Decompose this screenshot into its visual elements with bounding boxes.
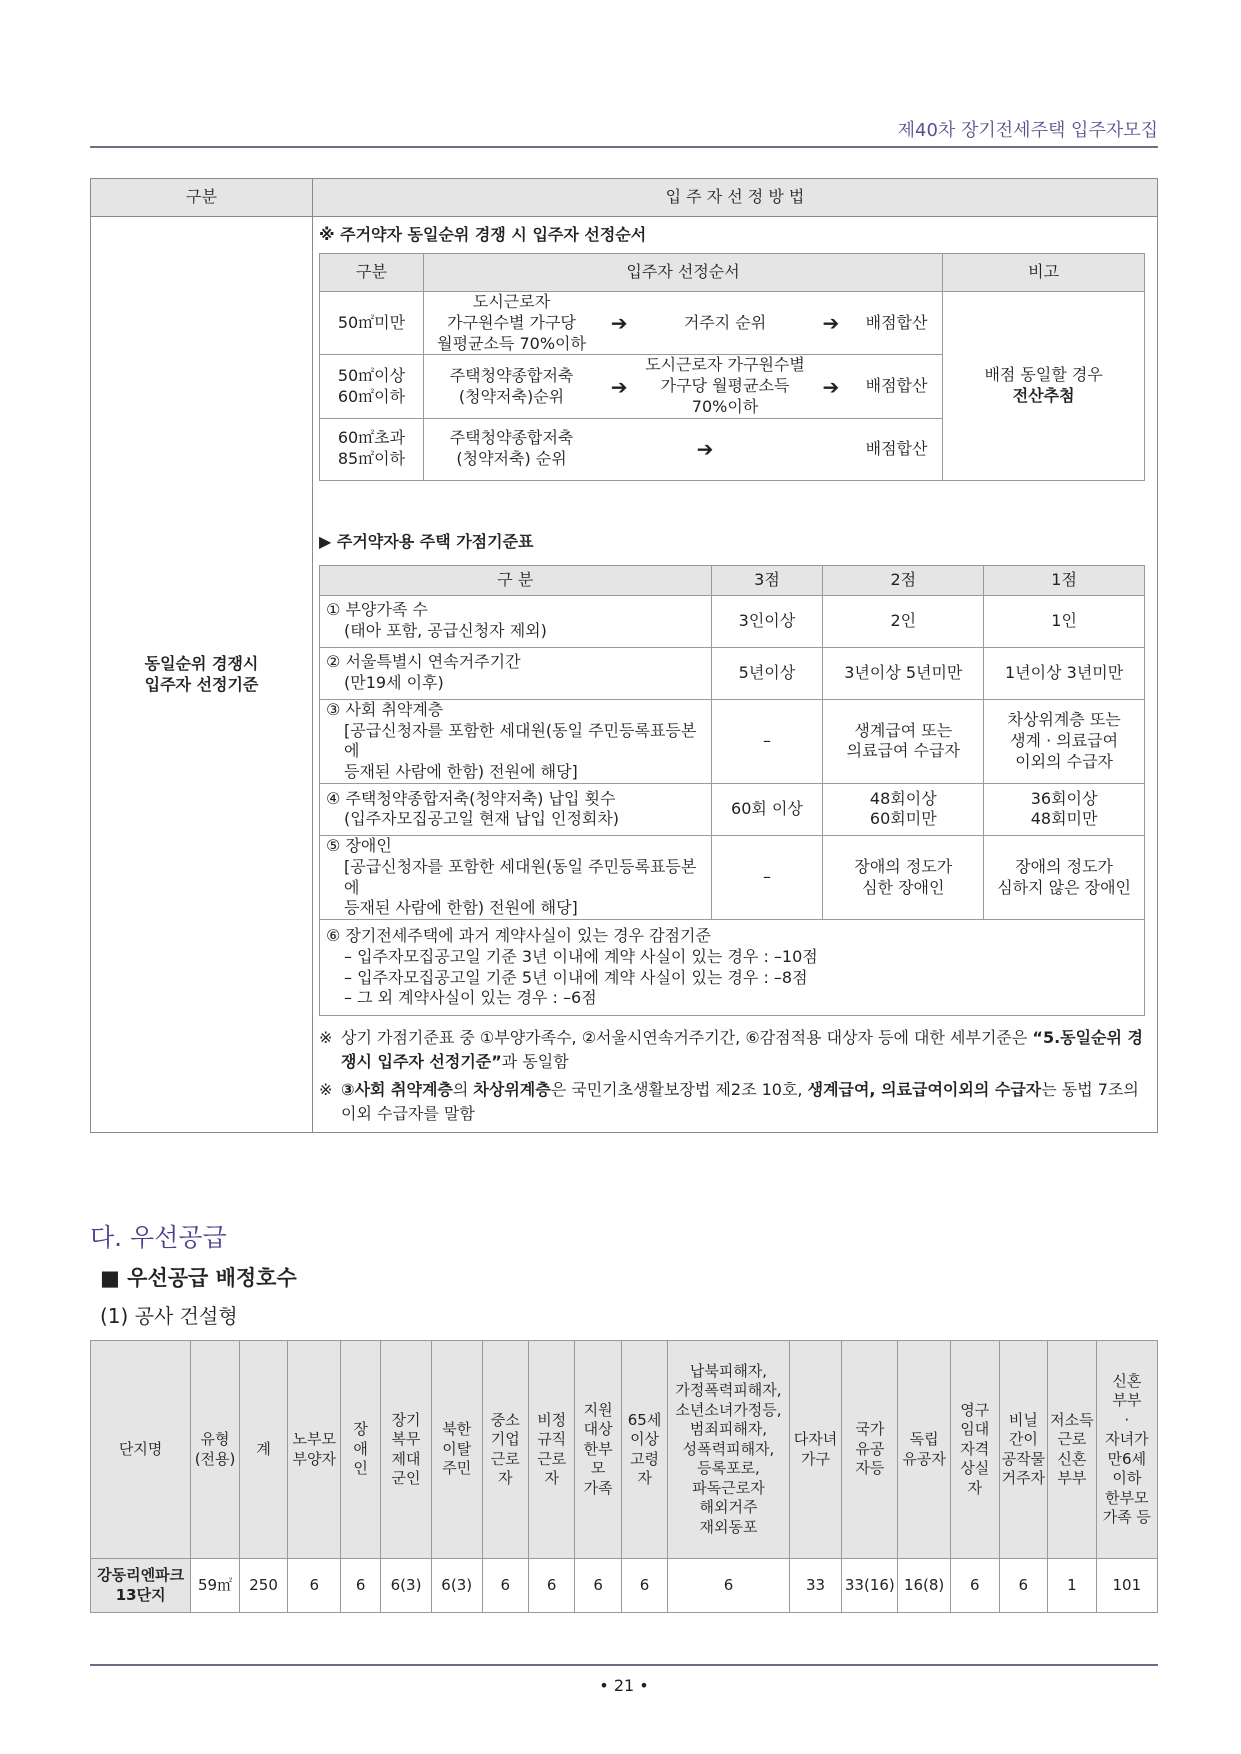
- header-line: 재외동포: [699, 1517, 758, 1536]
- supply-value-cell: 101: [1096, 1559, 1157, 1613]
- score-1: 1인: [984, 595, 1145, 647]
- header-line: 만6세: [1107, 1449, 1147, 1468]
- header-line: 다자녀: [793, 1430, 838, 1448]
- supply-value-cell: 6: [621, 1559, 667, 1613]
- page-footer: [90, 1664, 1158, 1695]
- order-step1: [423, 292, 599, 355]
- note-span: 의: [452, 1080, 474, 1100]
- order-step1: [423, 355, 599, 418]
- arrow-icon: ➔: [811, 355, 851, 418]
- header-line: 군인: [391, 1469, 421, 1487]
- header-line: 부양자: [292, 1449, 336, 1468]
- header-line: 근로: [537, 1449, 567, 1468]
- supply-value-cell: 33: [789, 1559, 842, 1613]
- header-line: 유공: [855, 1439, 885, 1458]
- score-line: 48회이상: [869, 788, 937, 808]
- note-span: 상기 가점기준표 중 ①부양가족수, ②서울시연속거주기간, ⑥감점적용 대상자 등에 대한 세부기준은: [341, 1028, 1033, 1048]
- note-text: [341, 1026, 1151, 1074]
- supply-header-cell: [1096, 1341, 1157, 1559]
- order-step3: 배점합산: [851, 418, 943, 480]
- note-span: 은 국민기초생활보장법 제2조 10호,: [550, 1080, 808, 1100]
- step-line: 월평균소득 70%이하: [437, 333, 586, 353]
- header-line: 단지명: [118, 1439, 163, 1458]
- supply-value-cell: 6: [951, 1559, 1000, 1613]
- header-line: 신혼: [1112, 1371, 1142, 1390]
- supply-header-cell: [898, 1341, 951, 1559]
- supply-value-cell: 6: [528, 1559, 574, 1613]
- step-line: 가구당 월평균소득: [660, 376, 790, 396]
- criterion-line: 등재된 사람에 한함) 전원에 해당]: [344, 898, 578, 918]
- score-3: –: [711, 699, 823, 783]
- score-row: [320, 647, 1145, 699]
- supply-header-cell: [239, 1341, 288, 1559]
- header-line: 해외거주: [699, 1498, 758, 1517]
- header-line: 영구: [960, 1400, 990, 1419]
- section-subsubtitle: (1) 공사 건설형: [100, 1304, 238, 1328]
- header-line: 범죄피해자,: [689, 1420, 768, 1439]
- score-2: 3년이상 5년미만: [823, 647, 984, 699]
- deduction-criteria: [320, 920, 1145, 1016]
- header-line: (전용): [194, 1449, 236, 1468]
- header-line: 가구: [801, 1449, 831, 1468]
- score-header-2: 2점: [823, 565, 984, 595]
- supply-value-cell: 6: [482, 1559, 528, 1613]
- criterion-line: 등재된 사람에 한함) 전원에 해당]: [344, 762, 578, 782]
- supply-header-cell: [341, 1341, 381, 1559]
- header-line: 납북피해자,: [689, 1361, 768, 1380]
- header-line: 자: [967, 1478, 983, 1497]
- supply-header-cell: [668, 1341, 789, 1559]
- notes: [319, 1026, 1151, 1126]
- header-line: 기업: [490, 1430, 520, 1448]
- deduction-title: ⑥ 장기전세주택에 과거 계약사실이 있는 경우 감점기준: [326, 926, 711, 946]
- supply-header-cell: [91, 1341, 191, 1559]
- header-line: 임대: [960, 1420, 990, 1439]
- supply-value-cell: 16(8): [898, 1559, 951, 1613]
- complex-name-line: 강동리엔파크: [97, 1566, 185, 1584]
- criterion-line: [공급신청자를 포함한 세대원(동일 주민등록표등본에: [344, 720, 697, 761]
- supply-value-cell: 59㎡: [191, 1559, 240, 1613]
- header-line: 한부: [583, 1439, 613, 1458]
- header-line: 대상: [583, 1420, 613, 1439]
- score-row: [320, 699, 1145, 783]
- score-3: 60회 이상: [711, 783, 823, 835]
- supply-value-cell: 6: [341, 1559, 381, 1613]
- order-header-sequence: 입주자 선정순서: [423, 254, 942, 292]
- supply-value-cell: 33(16): [842, 1559, 898, 1613]
- header-line: 지원: [583, 1400, 613, 1419]
- selection-criteria-table: [90, 178, 1158, 1133]
- note-bold: “5.동일순위 경쟁시 입주자 선정기준”: [341, 1028, 1143, 1072]
- supply-header-cell: [575, 1341, 621, 1559]
- order-row: [320, 292, 1145, 355]
- supply-header-cell: [482, 1341, 528, 1559]
- deduction-line: – 입주자모집공고일 기준 5년 이내에 계약 사실이 있는 경우 : –8점: [344, 967, 808, 987]
- score-header-3: 3점: [711, 565, 823, 595]
- header-line: 성폭력피해자,: [682, 1439, 775, 1458]
- header-line: 이탈: [442, 1439, 472, 1458]
- order-step2: [639, 355, 811, 418]
- header-line: 등록포로,: [697, 1459, 760, 1478]
- step-line: 70%이하: [691, 396, 759, 416]
- supply-data-row: [91, 1559, 1158, 1613]
- order-step2: 거주지 순위: [639, 292, 811, 355]
- header-line: 비닐: [1008, 1410, 1038, 1429]
- note-bold: 차상위계층: [473, 1080, 551, 1100]
- supply-value-cell: 1: [1048, 1559, 1097, 1613]
- header-line: 가족 등: [1102, 1508, 1151, 1526]
- header-line: 유형: [200, 1430, 230, 1448]
- score-table: [319, 565, 1145, 1016]
- area-line: 60㎡초과: [337, 428, 406, 448]
- row-label-line2: 입주자 선정기준: [144, 674, 259, 694]
- complex-name: [91, 1559, 191, 1613]
- supply-value-cell: 6(3): [381, 1559, 432, 1613]
- score-line: 차상위계층 또는: [1007, 710, 1121, 730]
- step-line: 주택청약종합저축: [449, 365, 574, 385]
- order-area: [320, 292, 424, 355]
- header-line: 자: [498, 1469, 513, 1487]
- area-line: 50㎡이상: [337, 365, 406, 385]
- header-line: 유공자: [902, 1449, 946, 1468]
- criterion-line: (입주자모집공고일 현재 납입 인정회차): [344, 809, 620, 829]
- score-line: 심한 장애인: [862, 877, 945, 897]
- score-line: 이외의 수급자: [1015, 751, 1114, 771]
- header-line: 근로: [1057, 1430, 1087, 1448]
- header-line: 자: [637, 1469, 652, 1487]
- order-remark: [943, 292, 1145, 481]
- arrow-icon: ➔: [599, 355, 639, 418]
- note-mark: ※: [319, 1080, 333, 1100]
- criterion-line: (태아 포함, 공급신청자 제외): [344, 621, 547, 641]
- score-3: –: [711, 835, 823, 919]
- order-area: [320, 355, 424, 418]
- score-line: 생계급여 또는: [854, 720, 953, 740]
- area-line: 85㎡이하: [337, 449, 406, 469]
- header-line: 공작물: [1001, 1449, 1046, 1468]
- header-line: 가정폭력피해자,: [675, 1381, 782, 1400]
- supply-header-cell: [951, 1341, 1000, 1559]
- order-header-category: 구분: [320, 254, 424, 292]
- note-span: 는 동법 7조의 이외 수급자를 말함: [341, 1080, 1139, 1124]
- score-1: [984, 699, 1145, 783]
- order-step3: 배점합산: [851, 292, 943, 355]
- header-line: 인: [353, 1459, 368, 1478]
- header-line: 거주자: [1001, 1469, 1046, 1487]
- area-line: 60㎡이하: [337, 386, 406, 406]
- score-3: 3인이상: [711, 595, 823, 647]
- supply-value-cell: 6: [575, 1559, 621, 1613]
- header-line: 자등: [855, 1459, 885, 1478]
- step-line: 주택청약종합저축: [449, 428, 574, 448]
- remark-line2: 전산추첨: [1012, 385, 1075, 405]
- score-criterion: [320, 835, 712, 919]
- header-line: 북한: [442, 1420, 472, 1439]
- section-title: 다. 우선공급: [90, 1223, 227, 1252]
- header-line: 국가: [855, 1420, 885, 1439]
- note-bold: ③사회 취약계층: [341, 1080, 453, 1100]
- header-line: 애: [353, 1439, 368, 1458]
- criterion-line: ⑤ 장애인: [326, 835, 392, 855]
- row-label-line1: 동일순위 경쟁시: [144, 653, 259, 673]
- supply-value-cell: 6: [668, 1559, 789, 1613]
- supply-header-cell: [381, 1341, 432, 1559]
- score-3: 5년이상: [711, 647, 823, 699]
- deduction-row: [320, 920, 1145, 1016]
- score-2: [823, 835, 984, 919]
- supply-header-cell: [191, 1341, 240, 1559]
- supply-value-cell: 250: [239, 1559, 288, 1613]
- complex-name-line: 13단지: [115, 1585, 166, 1604]
- supply-header-cell: [789, 1341, 842, 1559]
- header-line: 파독근로자: [692, 1478, 765, 1497]
- score-row: [320, 783, 1145, 835]
- score-line: 장애의 정도가: [1015, 856, 1114, 876]
- score-line: 60회미만: [869, 809, 937, 829]
- order-step1: [423, 418, 599, 480]
- header-line: 근로: [490, 1449, 520, 1468]
- header-line: 한부모: [1105, 1488, 1149, 1507]
- row-label: [91, 217, 313, 1133]
- header-line: 모: [590, 1459, 606, 1478]
- score-title: ▶ 주거약자용 주택 가점기준표: [319, 531, 534, 551]
- header-line: 계: [256, 1439, 271, 1458]
- score-header-1: 1점: [984, 565, 1145, 595]
- selection-method-cell: [313, 217, 1158, 1133]
- header-line: 이상: [630, 1430, 660, 1448]
- order-area: [320, 418, 424, 480]
- note-mark: ※: [319, 1028, 333, 1048]
- step-line: 도시근로자: [472, 292, 551, 311]
- page-number: • 21 •: [599, 1676, 649, 1695]
- header-line: 가족: [583, 1478, 613, 1497]
- header-line: 독립: [909, 1430, 939, 1448]
- header-line: 복무: [391, 1430, 421, 1448]
- supply-header-cell: [842, 1341, 898, 1559]
- score-2: 2인: [823, 595, 984, 647]
- header-line: 이하: [1112, 1469, 1142, 1487]
- supply-value-cell: 6(3): [431, 1559, 482, 1613]
- header-line: 노부모: [292, 1430, 336, 1448]
- header-line: 장기: [391, 1410, 421, 1429]
- col2-header: 입 주 자 선 정 방 법: [313, 179, 1158, 217]
- section-subtitle: ■ 우선공급 배정호수: [100, 1266, 297, 1290]
- score-line: 36회이상: [1030, 788, 1098, 808]
- order-table: [319, 253, 1145, 481]
- header-line: 제대: [391, 1449, 421, 1468]
- header-line: 자격: [960, 1439, 990, 1458]
- header-line: 규직: [537, 1430, 567, 1448]
- score-line: 48회미만: [1030, 809, 1098, 829]
- header-line: 자녀가: [1105, 1430, 1149, 1448]
- header-line: 상실: [960, 1459, 990, 1478]
- remark-line1: 배점 동일할 경우: [984, 365, 1103, 385]
- supply-value-cell: 6: [999, 1559, 1048, 1613]
- order-title: ※ 주거약자 동일순위 경쟁 시 입주자 선정순서: [319, 225, 647, 244]
- header-line: 고령: [630, 1449, 660, 1468]
- supply-header-cell: [1048, 1341, 1097, 1559]
- score-criterion: [320, 647, 712, 699]
- header-line: 저소득: [1050, 1410, 1094, 1429]
- criterion-line: [공급신청자를 포함한 세대원(동일 주민등록표등본에: [344, 856, 697, 897]
- header-line: 주민: [442, 1459, 472, 1478]
- score-line: 장애의 정도가: [854, 856, 953, 876]
- score-1: 1년이상 3년미만: [984, 647, 1145, 699]
- arrow-icon: ➔: [811, 292, 851, 355]
- header-line: 중소: [490, 1410, 520, 1429]
- note-bold: 생계급여, 의료급여이외의 수급자: [807, 1080, 1042, 1100]
- score-row: [320, 595, 1145, 647]
- score-line: 의료급여 수급자: [846, 741, 960, 761]
- step-line: 도시근로자 가구원수별: [645, 355, 805, 375]
- supply-value-cell: 6: [288, 1559, 341, 1613]
- deduction-line: – 입주자모집공고일 기준 3년 이내에 계약 사실이 있는 경우 : –10점: [344, 946, 818, 966]
- criterion-line: ② 서울특별시 연속거주기간: [326, 652, 521, 672]
- order-header-remark: 비고: [943, 254, 1145, 292]
- step-line: (청약저축)순위: [458, 386, 565, 406]
- criterion-line: ① 부양가족 수: [326, 600, 428, 620]
- criterion-line: ③ 사회 취약계층: [326, 699, 444, 719]
- header-line: 부부: [1112, 1391, 1142, 1409]
- header-line: 간이: [1008, 1430, 1038, 1448]
- header-line: 자: [544, 1469, 559, 1487]
- supply-header-cell: [621, 1341, 667, 1559]
- score-line: 심하지 않은 장애인: [997, 877, 1132, 897]
- arrow-icon: ➔: [599, 418, 811, 480]
- supply-header-row: [91, 1341, 1158, 1559]
- score-criterion: [320, 699, 712, 783]
- note-2: [319, 1078, 1151, 1126]
- priority-supply-table: [90, 1340, 1158, 1613]
- score-criterion: [320, 595, 712, 647]
- note-text: [341, 1078, 1151, 1126]
- criterion-line: (만19세 이후): [344, 673, 444, 693]
- header-line: 신혼: [1057, 1449, 1087, 1468]
- score-1: [984, 783, 1145, 835]
- score-row: [320, 835, 1145, 919]
- header-line: 65세: [627, 1410, 662, 1429]
- header-title: 제40차 장기전세주택 입주자모집: [897, 120, 1158, 141]
- supply-header-cell: [999, 1341, 1048, 1559]
- criterion-line: ④ 주택청약종합저축(청약저축) 납입 횟수: [326, 788, 616, 808]
- step-line: (청약저축) 순위: [456, 449, 567, 469]
- note-span: 과 동일함: [501, 1052, 569, 1072]
- supply-header-cell: [431, 1341, 482, 1559]
- arrow-icon: ➔: [599, 292, 639, 355]
- order-gap: [811, 418, 851, 480]
- header-line: 비정: [537, 1410, 567, 1429]
- supply-header-cell: [288, 1341, 341, 1559]
- note-1: [319, 1026, 1151, 1074]
- deduction-line: – 그 외 계약사실이 있는 경우 : –6점: [344, 988, 597, 1008]
- supply-header-cell: [528, 1341, 574, 1559]
- col1-header: 구분: [91, 179, 313, 217]
- header-line: 부부: [1057, 1469, 1087, 1487]
- score-1: [984, 835, 1145, 919]
- step-line: 가구원수별 가구당: [447, 312, 576, 332]
- area-line: 50㎡미만: [337, 312, 406, 332]
- header-line: ·: [1124, 1410, 1130, 1429]
- score-2: [823, 783, 984, 835]
- score-header-category: 구 분: [320, 565, 712, 595]
- score-line: 생계 · 의료급여: [1010, 730, 1119, 750]
- header-line: 소년소녀가정등,: [675, 1400, 782, 1419]
- order-step3: 배점합산: [851, 355, 943, 418]
- header-line: 장: [353, 1420, 368, 1439]
- score-2: [823, 699, 984, 783]
- page-header: [90, 112, 1158, 148]
- score-criterion: [320, 783, 712, 835]
